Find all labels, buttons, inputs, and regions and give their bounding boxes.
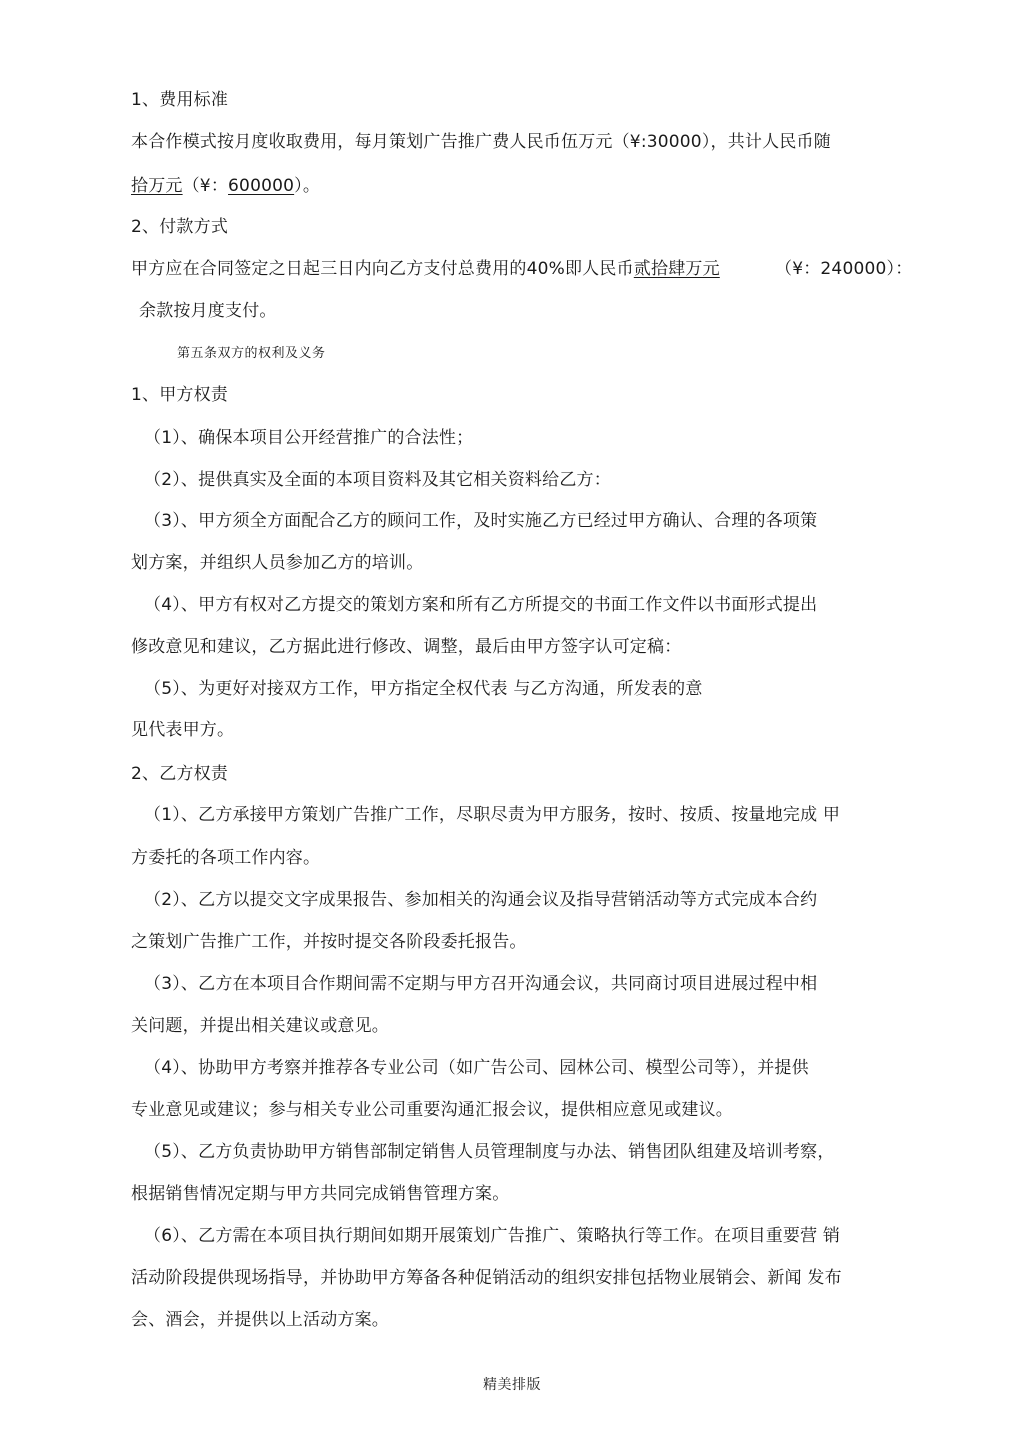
party-b-item-continued: 之策划广告推广工作，并按时提交各阶段委托报告。 [131, 932, 527, 952]
fee-standard-line-1: 本合作模式按月度收取费用，每月策划广告推广费人民币伍万元（¥:30000），共计人民币随 [131, 132, 831, 152]
payment-method-heading: 2、付款方式 [131, 217, 229, 237]
payment-line-2: 余款按月度支付。 [139, 301, 277, 321]
party-b-item: （5）、乙方负责协助甲方销售部制定销售人员管理制度与办法、销售团队组建及培训考察， [144, 1142, 835, 1162]
party-a-item: （2）、提供真实及全面的本项目资料及其它相关资料给乙方： [144, 470, 611, 490]
party-b-item-continued: 活动阶段提供现场指导，并协助甲方筹备各种促销活动的组织安排包括物业展销会、新闻 发布 [131, 1268, 842, 1288]
party-b-item: （4）、协助甲方考察并推荐各专业公司（如广告公司、园林公司、模型公司等），并提供 [144, 1058, 809, 1078]
payment-amount-number: （¥：240000）： [775, 259, 913, 279]
fee-total-amount: 600000 [228, 176, 295, 196]
party-b-item-continued: 方委托的各项工作内容。 [131, 848, 321, 868]
fee-total-chinese: 拾万元 [131, 176, 183, 196]
party-a-item: （3）、甲方须全方面配合乙方的顾问工作，及时实施乙方已经过甲方确认、合理的各项策 [144, 511, 818, 531]
payment-line-1 [131, 258, 720, 280]
party-b-item: （1）、乙方承接甲方策划广告推广工作，尽职尽责为甲方服务，按时、按质、按量地完成 甲 [144, 805, 841, 825]
party-b-item-continued: 关问题，并提出相关建议或意见。 [131, 1016, 389, 1036]
party-a-item-continued: 划方案，并组织人员参加乙方的培训。 [131, 553, 424, 573]
party-a-item: （5）、为更好对接双方工作，甲方指定全权代表 与乙方沟通，所发表的意 [144, 679, 703, 699]
fee-standard-heading: 1、费用标准 [131, 90, 229, 110]
page-footer: 精美排版 [483, 1377, 541, 1393]
fee-total-prefix: （¥： [182, 176, 229, 196]
party-b-item-continued: 根据销售情况定期与甲方共同完成销售管理方案。 [131, 1184, 510, 1204]
party-b-item: （6）、乙方需在本项目执行期间如期开展策划广告推广、策略执行等工作。在项目重要营 销 [144, 1226, 841, 1246]
article-five-title: 第五条双方的权利及义务 [177, 346, 326, 361]
payment-line-1-text: 甲方应在合同签定之日起三日内向乙方支付总费用的40%即人民币 [131, 259, 634, 279]
party-a-item: （1）、确保本项目公开经营推广的合法性； [144, 428, 474, 448]
party-b-item-continued: 会、酒会，并提供以上活动方案。 [131, 1310, 389, 1330]
party-b-item: （3）、乙方在本项目合作期间需不定期与甲方召开沟通会议，共同商讨项目进展过程中相 [144, 974, 818, 994]
party-b-item-continued: 专业意见或建议；参与相关专业公司重要沟通汇报会议，提供相应意见或建议。 [131, 1100, 733, 1120]
party-a-heading: 1、甲方权责 [131, 385, 229, 405]
party-a-item: （4）、甲方有权对乙方提交的策划方案和所有乙方所提交的书面工作文件以书面形式提出 [144, 595, 818, 615]
party-b-heading: 2、乙方权责 [131, 764, 229, 784]
party-b-item: （2）、乙方以提交文字成果报告、参加相关的沟通会议及指导营销活动等方式完成本合约 [144, 890, 818, 910]
payment-amount-chinese: 贰拾肆万元 [633, 259, 720, 279]
party-a-item-continued: 见代表甲方。 [131, 720, 235, 740]
fee-standard-line-2 [131, 175, 320, 197]
fee-total-suffix: ）。 [294, 176, 321, 196]
party-a-item-continued: 修改意见和建议，乙方据此进行修改、调整，最后由甲方签字认可定稿： [131, 637, 682, 657]
